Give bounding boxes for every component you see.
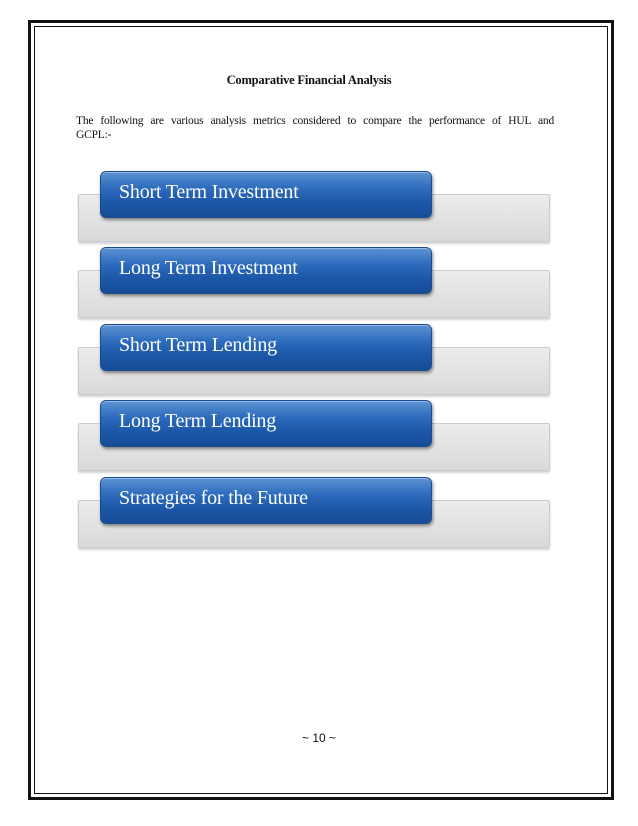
page-number: ~ 10 ~	[301, 731, 337, 745]
metric-item-label: Short Term Investment	[119, 181, 299, 203]
metric-item	[78, 477, 550, 557]
metric-item-label: Long Term Investment	[119, 257, 298, 279]
section-title-text: Comparative Financial Analysis	[226, 73, 392, 87]
metric-item-label: Strategies for the Future	[119, 487, 308, 509]
metric-item	[78, 324, 550, 404]
metric-item-box	[100, 247, 432, 294]
metric-item-label: Short Term Lending	[119, 334, 277, 356]
metric-item-label: Long Term Lending	[119, 410, 277, 432]
metric-item-box	[100, 324, 432, 371]
metric-item	[78, 171, 550, 251]
intro-paragraph: The following are various analysis metrics considered to compare the performance of HUL and GCPL:-	[76, 115, 554, 141]
metric-item-box	[100, 477, 432, 524]
metric-item	[78, 247, 550, 327]
metric-item-box	[100, 400, 432, 447]
metric-item	[78, 400, 550, 480]
metric-item-box	[100, 171, 432, 218]
